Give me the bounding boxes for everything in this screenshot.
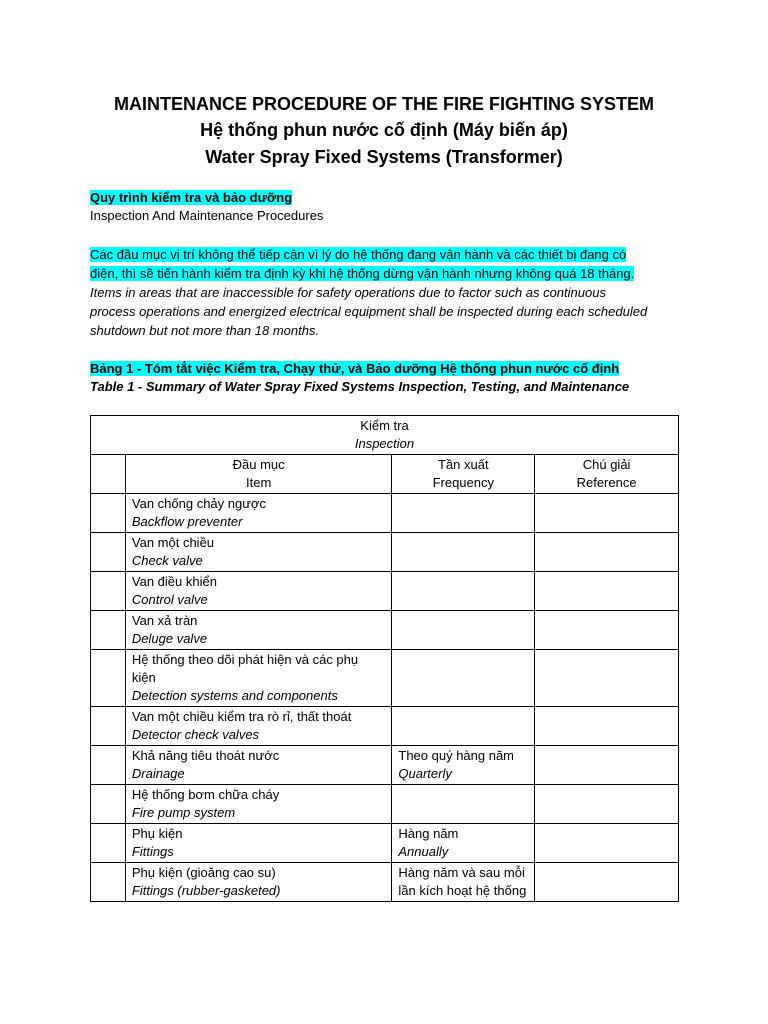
table-row [91,824,679,863]
paragraph-vi-line2: điện, thì sẽ tiến hành kiểm tra định kỳ khi hệ thống dừng vận hành nhưng không quá 18 tháng. [90,266,635,281]
header-frequency-en: Frequency [432,475,494,490]
item-name-vi: Van xả tràn [131,613,198,628]
table-row [91,707,679,746]
row-index-cell [91,863,126,902]
item-cell [125,494,391,533]
reference-cell [535,494,679,533]
table-row [91,785,679,824]
header-frequency [392,455,535,494]
item-cell [125,785,391,824]
reference-cell [535,863,679,902]
table-row [91,746,679,785]
header-reference-en: Reference [576,475,637,490]
item-cell [125,707,391,746]
table-row [91,572,679,611]
document-subtitle-en: Water Spray Fixed Systems (Transformer) [205,147,563,167]
item-name-en: Control valve [131,592,208,607]
frequency-cell [392,785,535,824]
row-index-cell [91,572,126,611]
header-reference-vi: Chú giải [582,457,631,472]
frequency-en: Quarterly [398,766,452,781]
row-index-cell [91,494,126,533]
item-name-en: Fittings (rubber-gasketed) [131,883,281,898]
row-index-cell [91,707,126,746]
item-name-en: Detector check valves [131,727,260,742]
frequency-vi: Theo quý hàng năm [398,748,515,763]
item-cell [125,824,391,863]
item-name-en: Check valve [131,553,203,568]
frequency-cell [392,533,535,572]
row-index-cell [91,611,126,650]
item-name-vi: Phụ kiện [131,826,183,841]
item-name-en: Drainage [131,766,185,781]
reference-cell [535,746,679,785]
document-title: MAINTENANCE PROCEDURE OF THE FIRE FIGHTING SYSTEM [113,94,655,114]
item-cell [125,746,391,785]
document-subtitle-vi: Hệ thống phun nước cố định (Máy biến áp) [200,120,568,140]
header-item [125,455,391,494]
item-name-vi: Phụ kiện (gioăng cao su) [131,865,276,880]
reference-cell [535,707,679,746]
reference-cell [535,785,679,824]
item-name-vi: Hệ thống bơm chữa cháy [131,787,280,802]
header-frequency-vi: Tần xuất [437,457,489,472]
frequency-cell [392,707,535,746]
item-cell [125,611,391,650]
item-cell [125,572,391,611]
section-heading-en: Inspection And Maintenance Procedures [90,208,324,223]
row-index-cell [91,785,126,824]
frequency-cell [392,572,535,611]
reference-cell [535,572,679,611]
item-name-vi: Khả năng tiêu thoát nước [131,748,280,763]
reference-cell [535,533,679,572]
item-name-en: Fittings [131,844,174,859]
table-caption-vi: Bảng 1 - Tóm tắt việc Kiểm tra, Chạy thử, và Bảo dưỡng Hệ thống phun nước cố định [90,361,620,376]
table-header-row [91,455,679,494]
paragraph-en-line2: process operations and energized electrical equipment shall be inspected during each scheduled [90,304,648,319]
paragraph-en-line1: Items in areas that are inaccessible for safety operations due to factor such as continuous [90,285,606,300]
item-name-vi: Van một chiều kiểm tra rò rỉ, thất thoát [131,709,352,724]
item-name-vi: Van điều khiển [131,574,217,589]
row-index-cell [91,746,126,785]
row-index-cell [91,824,126,863]
item-cell [125,650,391,707]
item-name-en: Fire pump system [131,805,236,820]
item-cell [125,533,391,572]
table-row [91,533,679,572]
header-item-vi: Đầu mục [232,457,285,472]
frequency-vi: Hàng năm và sau mỗi lần kích hoạt hệ thống [398,865,527,898]
section-label-vi: Kiểm tra [360,418,409,433]
table-section-row [91,416,679,455]
paragraph-en-line3: shutdown but not more than 18 months. [90,323,320,338]
item-cell [125,863,391,902]
frequency-cell [392,824,535,863]
item-name-vi: Hệ thống theo dõi phát hiện và các phụ kiện [131,652,359,685]
frequency-cell [392,650,535,707]
table-row [91,863,679,902]
frequency-cell [392,611,535,650]
reference-cell [535,650,679,707]
frequency-cell [392,494,535,533]
row-index-cell [91,533,126,572]
item-name-vi: Van một chiều [131,535,215,550]
reference-cell [535,611,679,650]
section-heading-vi: Quy trình kiểm tra và bảo dưỡng [90,190,293,205]
frequency-vi: Hàng năm [398,826,459,841]
header-item-en: Item [245,475,272,490]
table-section-cell [91,416,679,455]
table-row [91,611,679,650]
frequency-en: Annually [398,844,449,859]
item-name-en: Detection systems and components [131,688,338,703]
header-blank-cell [91,455,126,494]
item-name-en: Deluge valve [131,631,208,646]
table-row [91,650,679,707]
maintenance-table [90,415,679,902]
item-name-vi: Van chống chảy ngược [131,496,266,511]
table-row [91,494,679,533]
paragraph-vi-line1: Các đầu mục vị trí không thể tiếp cận vì lý do hệ thống đang vận hành và các thiết bị đang có [90,247,627,262]
table-caption-en: Table 1 - Summary of Water Spray Fixed Systems Inspection, Testing, and Maintenance [90,379,630,394]
section-label-en: Inspection [354,436,415,451]
header-reference [535,455,679,494]
frequency-cell [392,746,535,785]
row-index-cell [91,650,126,707]
item-name-en: Backflow preventer [131,514,243,529]
reference-cell [535,824,679,863]
frequency-cell [392,863,535,902]
